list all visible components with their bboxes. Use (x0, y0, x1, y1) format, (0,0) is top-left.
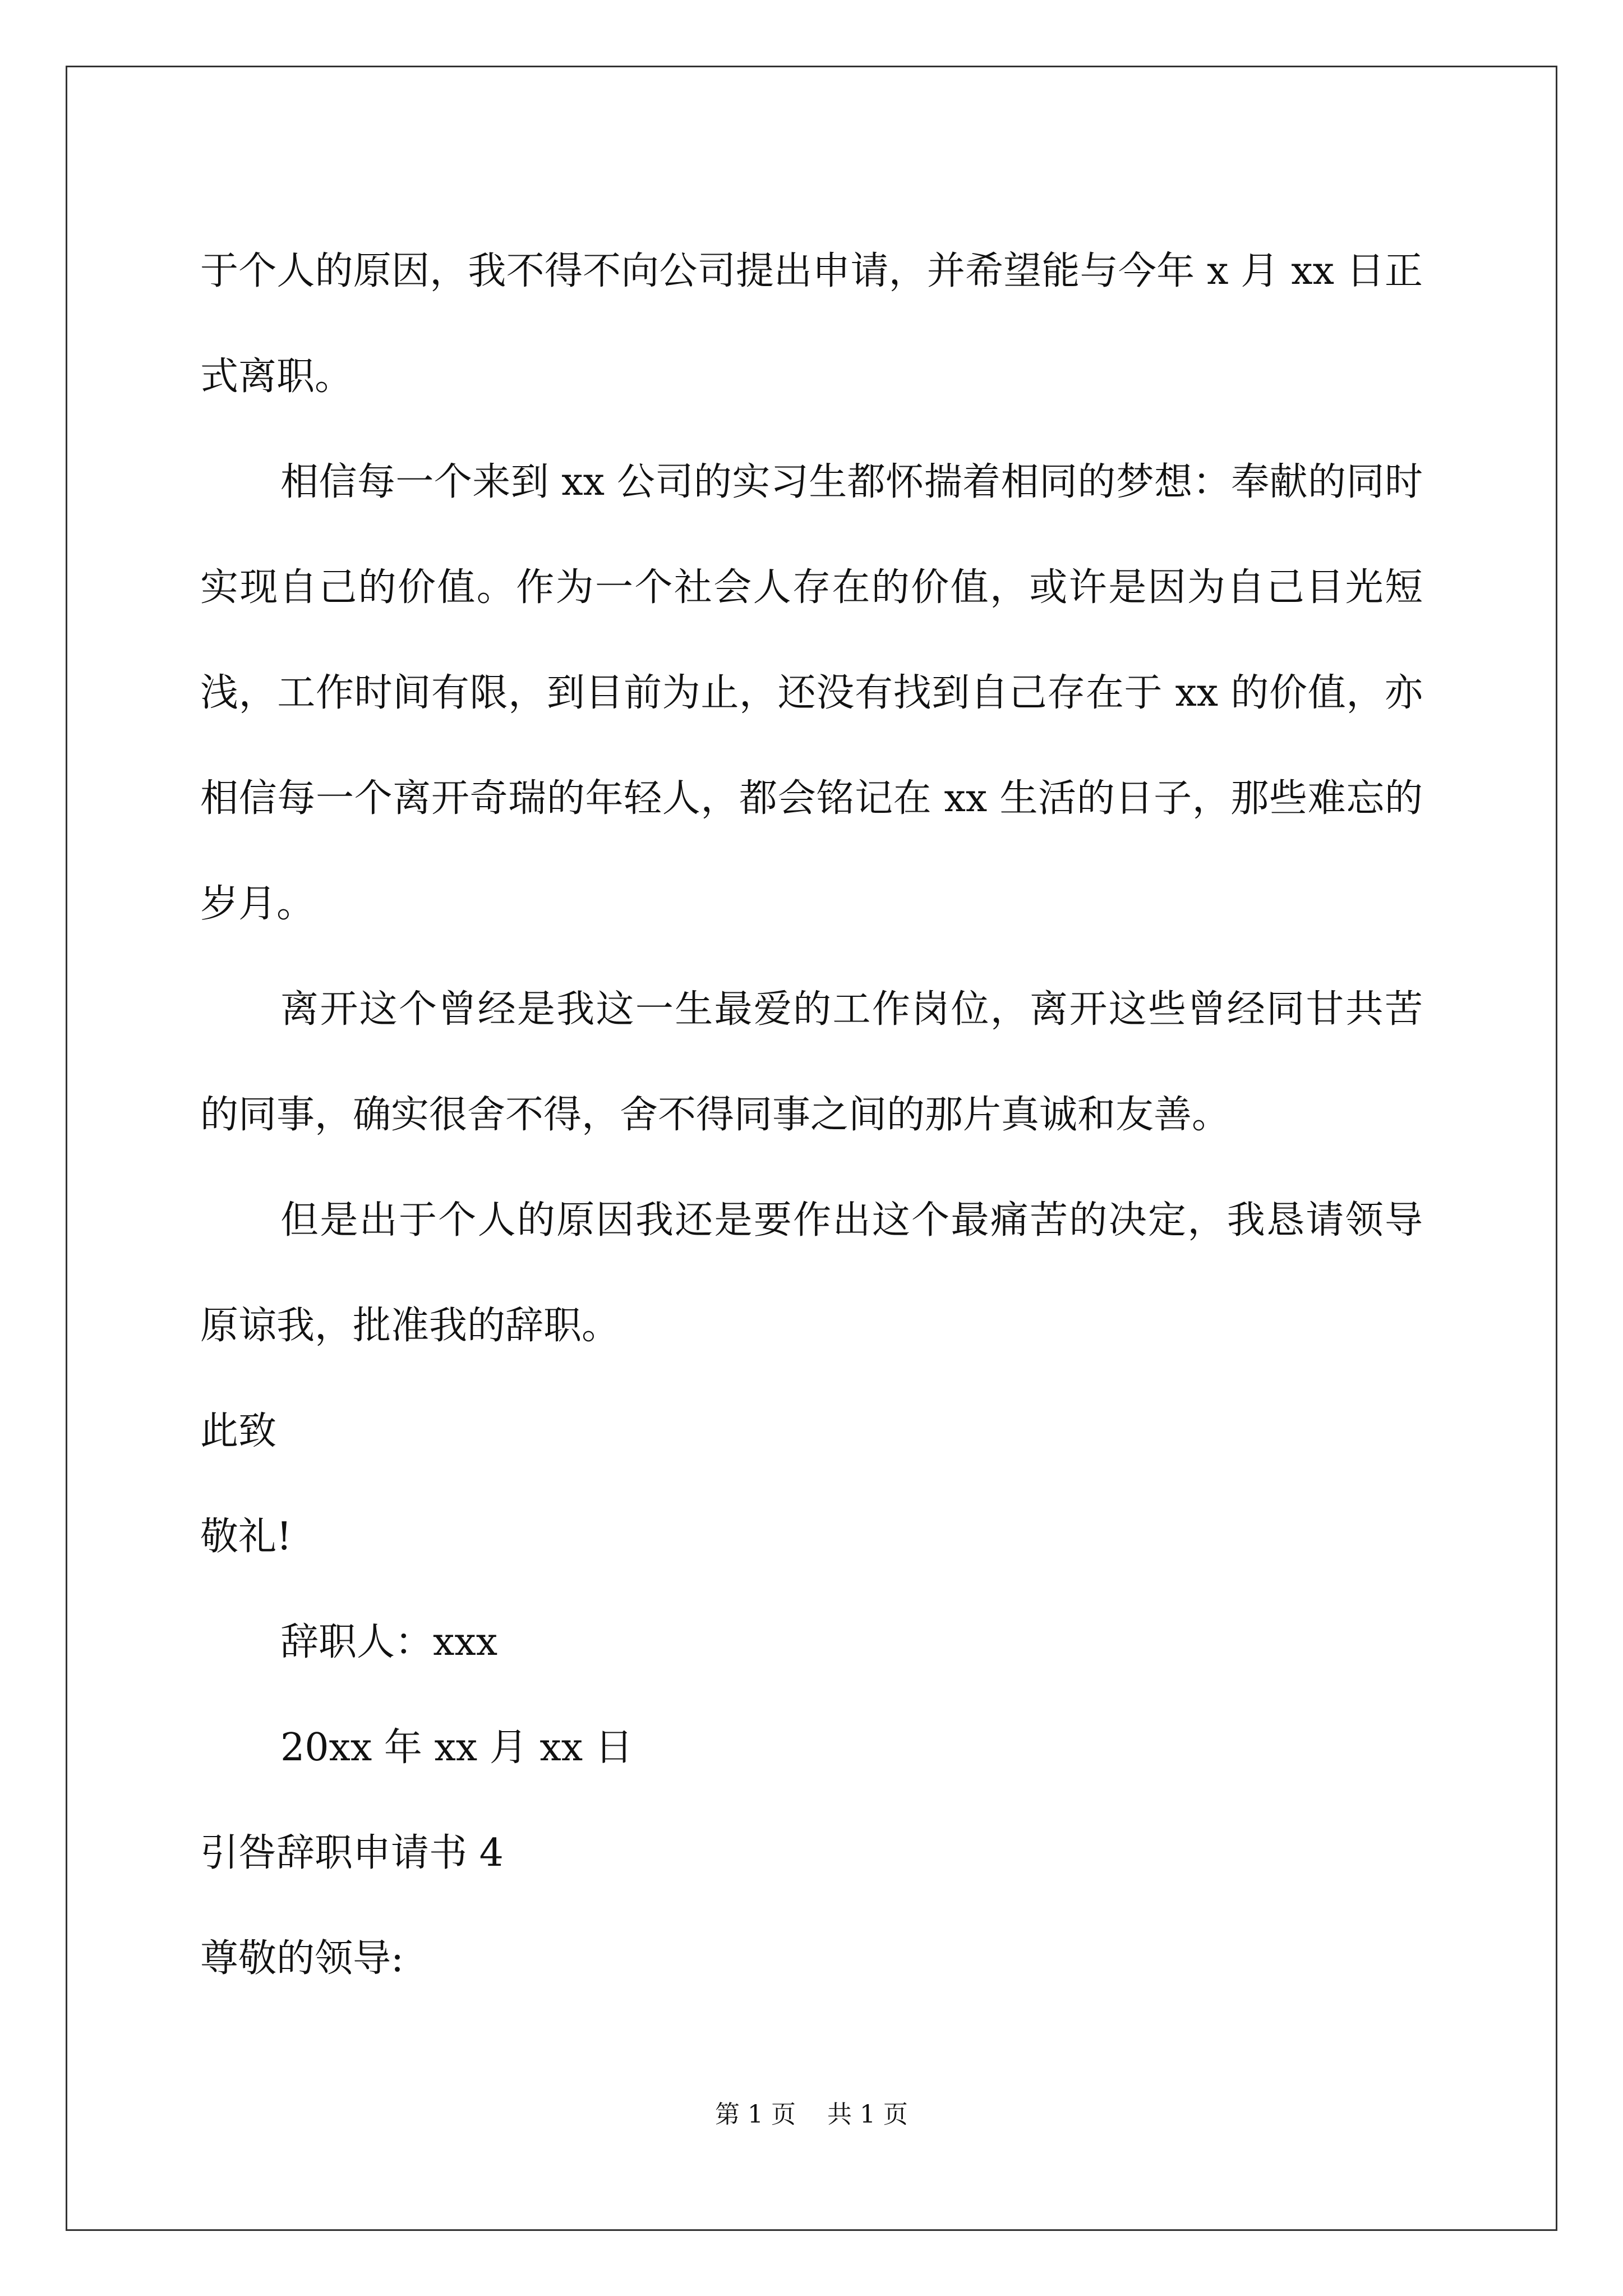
paragraph-intern-dream: 相信每一个来到 xx 公司的实习生都怀揣着相同的梦想：奉献的同时实现自己的价值。作为一个社会人存在的价值，或许是因为自己目光短浅，工作时间有限，到目前为止，还没有找到自己存在于 xx 的价值，亦相信每一个离开奇瑞的年轻人，都会铭记在 xx 生活的日子，那些难忘的岁月。 (200, 460, 1423, 926)
next-letter-title: 引咎辞职申请书 4 (200, 1831, 504, 1875)
paragraph-leaving-colleagues: 离开这个曾经是我这一生最爱的工作岗位，离开这些曾经同甘共苦的同事，确实很舍不得，舍不得同事之间的那片真诚和友善。 (200, 987, 1423, 1137)
paragraph-continuation: 于个人的原因，我不得不向公司提出申请，并希望能与今年 x 月 xx 日正式离职。 (200, 249, 1423, 399)
page-footer: 第 1 页 共 1 页 (715, 2100, 908, 2129)
closing-salute: 敬礼! (200, 1515, 292, 1559)
document-body (200, 219, 1423, 2012)
salutation: 尊敬的领导: (200, 1936, 404, 1981)
closing-phrase: 此致 (200, 1409, 277, 1453)
paragraph-resignation-request: 但是出于个人的原因我还是要作出这个最痛苦的决定，我恳请领导原谅我，批准我的辞职。 (200, 1198, 1423, 1348)
signature-name: 辞职人：xxx (280, 1620, 498, 1664)
signature-date: 20xx 年 xx 月 xx 日 (280, 1726, 633, 1770)
